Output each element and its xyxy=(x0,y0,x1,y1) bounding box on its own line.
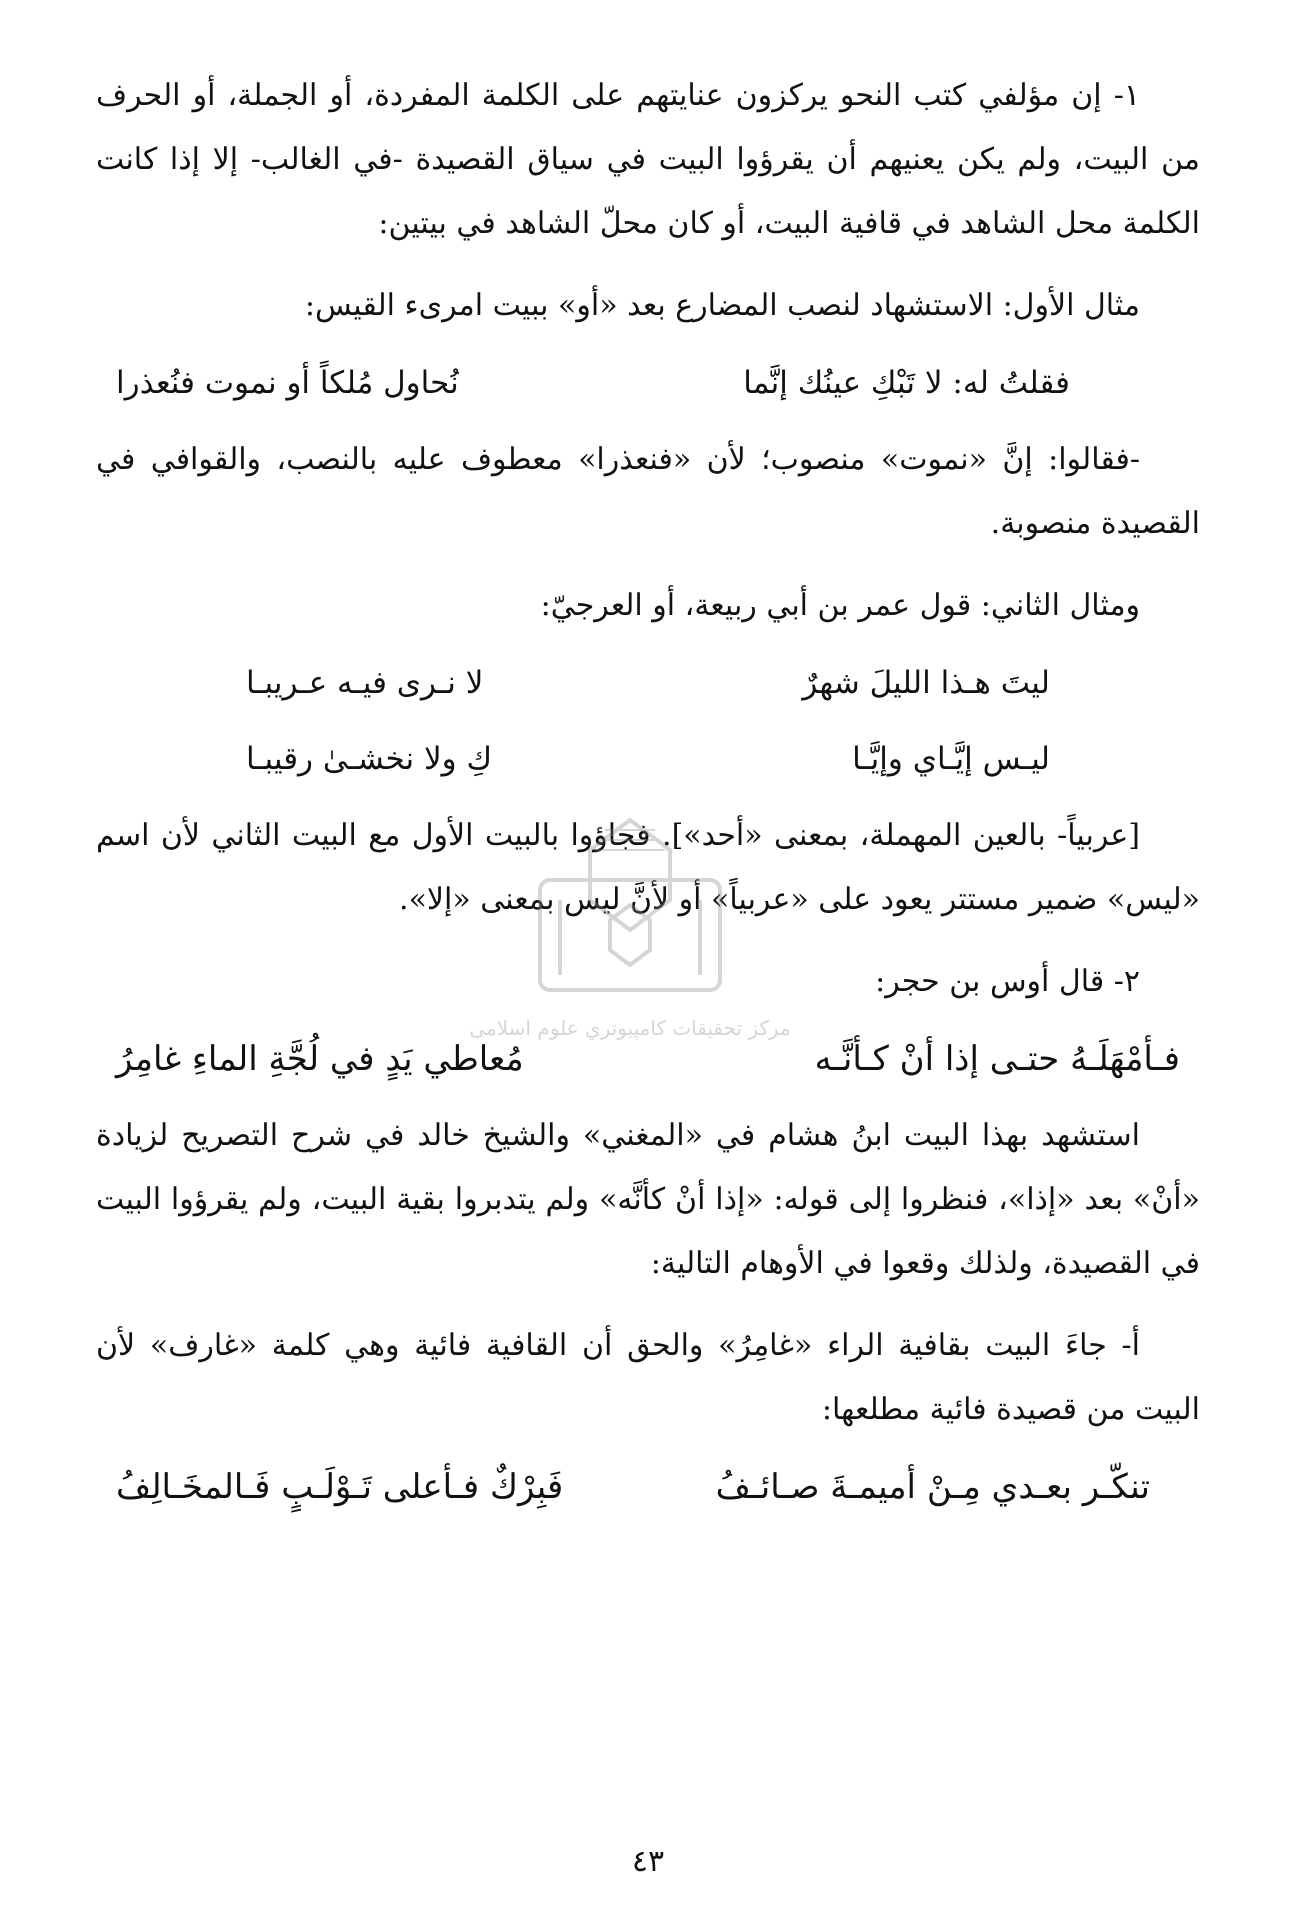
verse-umar-line-1 xyxy=(96,652,1200,714)
verse-second-hemistich: كِ ولا نخشـىٰ رقيبـا xyxy=(246,741,493,777)
paragraph-ibn-hisham: استشهد بهذا البيت ابنُ هشام في «المغني» والشيخ خالد في شرح التصريح لزيادة «أنْ» بعد «إذا»، فنظروا إلى قوله: «إذا أنْ كأنَّه» ولم يتدبروا بقية البيت، ولم يقرؤوا البيت في القصيدة، ولذلك وقعوا في الأوهام التالية: xyxy=(96,1118,1200,1281)
verse-second-hemistich: مُعاطي يَدٍ في لُجَّةِ الماءِ غامِرُ xyxy=(116,1039,524,1079)
verse-first-hemistich: ليـس إيَّـاي وإيَّـا xyxy=(852,741,1050,777)
verse-opening-line xyxy=(96,1456,1200,1518)
verse-second-hemistich: نُحاول مُلكاً أو نموت فنُعذرا xyxy=(116,365,459,401)
paragraph-first-example: مثال الأول: الاستشهاد لنصب المضارع بعد «أو» ببيت امرىء القيس: xyxy=(304,288,1140,323)
paragraph-second-example: ومثال الثاني: قول عمر بن أبي ربيعة، أو العرجيّ: xyxy=(540,588,1140,623)
watermark-caption: مركز تحقيقات كامپيوتري علوم اسلامى xyxy=(469,1016,791,1040)
verse-imru-al-qais xyxy=(96,352,1200,414)
paragraph-explanation: -فقالوا: إنَّ «نموت» منصوب؛ لأن «فنعذرا» معطوف عليه بالنصب، والقوافي في القصيدة منصوبة. xyxy=(96,442,1200,541)
verse-first-hemistich: ليتَ هـذا الليلَ شهرٌ xyxy=(802,665,1050,701)
verse-first-hemistich: فـأمْهَلَـهُ حتـى إذا أنْ كـأنَّـه xyxy=(814,1039,1180,1079)
page-number: ٤٣ xyxy=(631,1844,665,1879)
paragraph-intro: ١- إن مؤلفي كتب النحو يركزون عنايتهم على الكلمة المفردة، أو الجملة، أو الحرف من البيت، ولم يكن يعنيهم أن يقرؤوا البيت في سياق القصيدة -في الغالب- إلا إذا كانت الكلمة محل الشاهد في قافية البيت، أو كان محلّ الشاهد في بيتين: xyxy=(96,78,1200,241)
paragraph-rhyme-note: أ- جاءَ البيت بقافية الراء «غامِرُ» والحق أن القافية فائية وهي كلمة «غارف» لأن البيت من قصيدة فائية مطلعها: xyxy=(96,1328,1200,1427)
verse-second-hemistich: فَبِرْكٌ فـأعلى تَـوْلَـبٍ فَـالمخَـالِفُ xyxy=(116,1467,564,1507)
paragraph-aws-heading: ٢- قال أوس بن حجر: xyxy=(875,964,1140,999)
verse-first-hemistich: تنكّـر بعـدي مِـنْ أميمـةَ صـائـفُ xyxy=(715,1467,1150,1507)
verse-first-hemistich: فقلتُ له: لا تَبْكِ عينُك إنَّما xyxy=(743,365,1070,401)
verse-aws-ibn-hajar xyxy=(96,1028,1200,1090)
verse-second-hemistich: لا نـرى فيـه عـريبـا xyxy=(246,665,484,701)
paragraph-arabiyan-note: [عربياً- بالعين المهملة، بمعنى «أحد»]. فجاؤوا بالبيت الأول مع البيت الثاني لأن اسم «ليس» ضمير مستتر يعود على «عربياً» أو لأنَّ ليس بمعنى «إلا». xyxy=(96,818,1200,917)
document-page xyxy=(96,64,1200,1904)
verse-umar-line-2 xyxy=(96,728,1200,790)
